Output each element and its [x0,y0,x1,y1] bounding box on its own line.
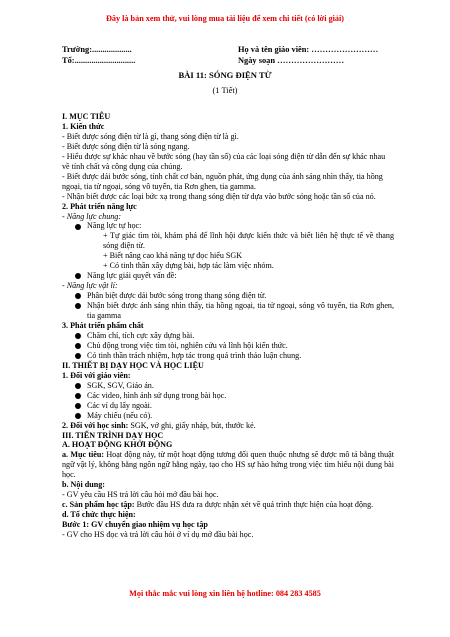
sub-item: + Tự giác tìm tòi, khám phá để lĩnh hội được kiến thức và biết liên hệ thực tế về thang sóng điện từ. [103,231,394,251]
activity-content-label: b. Nội dung: [62,480,105,490]
knowledge-line: - Biết được sóng điện từ là sóng ngang. [62,141,190,151]
bullet-item: Chăm chỉ, tích cực xây dựng bài. [71,331,394,341]
bullet-item: Năng lực tự học: + Tự giác tìm tòi, khám phá để lĩnh hội được kiến thức và biết liên hệ thực tế về thang sóng điện từ. + Biết nâng cao khả năng tự đọc hiểu SGK + Có tinh thần xây dựng bài, hợp tác làm việc nhóm. [71,221,394,271]
activity-heading: A. HOẠT ĐỘNG KHỞI ĐỘNG [62,440,173,450]
knowledge-line: - Hiểu được sự khác nhau về bước sóng (hay tần số) của các loại sóng điện từ dẫn đến sự khác nhau về tính chất và công dụng của chúng. [62,151,386,171]
physics-competency-label: - Năng lực vật lí: [62,281,118,291]
preview-banner: Đây là bản xem thử, vui lòng mua tài liệu để xem chi tiết (có lời giải) [105,14,344,23]
organization-heading: d. Tổ chức thực hiện: [62,510,136,520]
knowledge-line: - Biết được dải bước sóng, tính chất cơ bản, nguồn phát, ứng dụng của ánh sáng nhìn thấy, tia hồng ngoại, tia tử ngoại, sóng vô tuyến, tia Rơn ghen, tia gamma. [62,171,383,191]
school-field: Trường:................... [62,45,132,54]
hotline-banner: Mọi thắc mắc vui lòng xin liên hệ hotline: 084 283 4585 [129,589,321,598]
lesson-duration: (1 Tiết) [212,86,238,95]
bullet-item: Các ví dụ lấy ngoài. [71,401,394,411]
section-process-heading: III. TIẾN TRÌNH DẠY HỌC [62,430,164,440]
bullet-item: Nhận biết được ánh sáng nhìn thấy, tia hồng ngoại, tia tử ngoại, sóng vô tuyến, tia Rơn ghen, tia gamma [71,301,394,321]
general-competency-label: - Năng lực chung: [62,211,122,221]
bullet-item: Phân biệt được dải bước sóng trong thang sóng điện từ. [71,291,394,301]
student-materials: 2. Đối với học sinh: SGK, vở ghi, giấy nháp, bút, thước kẻ. [62,420,256,430]
quality-heading: 3. Phát triển phẩm chất [62,321,144,331]
activity-goal: a. Mục tiêu: Hoạt động này, từ một hoạt động tương đối quen thuộc nhưng sẽ được mô tả bằng thuật ngữ vật lý, không bằng ngôn ngữ hằng ngày, tạo cho HS sự hào hứng trong việc tìm hiểu nội dung bài học. [62,450,394,480]
activity-content: - GV yêu cầu HS trả lời câu hỏi mở đầu bài học. [62,490,219,500]
bullet-item: Năng lực giải quyết vấn đề: [71,271,394,281]
lesson-content [62,112,394,540]
lesson-title: BÀI 11: SÓNG ĐIỆN TỪ [178,70,272,80]
section-objectives-heading: I. MỤC TIÊU [62,112,111,121]
knowledge-line: - Biết được sóng điện từ là gì, thang sóng điện từ là gì. [62,131,239,141]
date-field: Ngày soạn …………………… [238,56,345,65]
bullet-item: Máy chiếu (nếu có). [71,411,394,421]
teacher-field: Họ và tên giáo viên: …………………… [238,45,379,54]
teacher-materials-heading: 1. Đối với giáo viên: [62,370,131,380]
knowledge-heading: 1. Kiến thức [62,121,105,131]
knowledge-line: - Nhận biết được các loại bức xạ trong thang sóng điện từ dựa vào bước sóng hoặc tần số của nó. [62,191,376,201]
bullet-item: Các video, hình ảnh sử dụng trong bài học. [71,391,394,401]
sub-item: + Biết nâng cao khả năng tự đọc hiểu SGK [103,251,243,261]
step1-heading: Bước 1: GV chuyển giao nhiệm vụ học tập [62,520,208,530]
competency-heading: 2. Phát triển năng lực [62,201,137,211]
sub-item: + Có tinh thần xây dựng bài, hợp tác làm việc nhóm. [103,261,274,271]
activity-product: c. Sản phẩm học tập: Bước đầu HS đưa ra được nhận xét về quá trình thực hiện của hoạt động. [62,500,374,510]
bullet-item: SGK, SGV, Giáo án. [71,381,394,391]
bullet-item: Chủ động trong việc tìm tòi, nghiên cứu và lĩnh hội kiến thức. [71,341,394,351]
section-equipment-heading: II. THIẾT BỊ DẠY HỌC VÀ HỌC LIỆU [62,360,204,370]
bullet-item: Có tinh thần trách nhiệm, hợp tác trong quá trình thảo luận chung. [71,351,394,361]
step1-text: - GV cho HS đọc và trả lời câu hỏi ở ví dụ mở đầu bài học. [62,530,254,540]
group-field: Tổ:............................. [62,56,136,65]
